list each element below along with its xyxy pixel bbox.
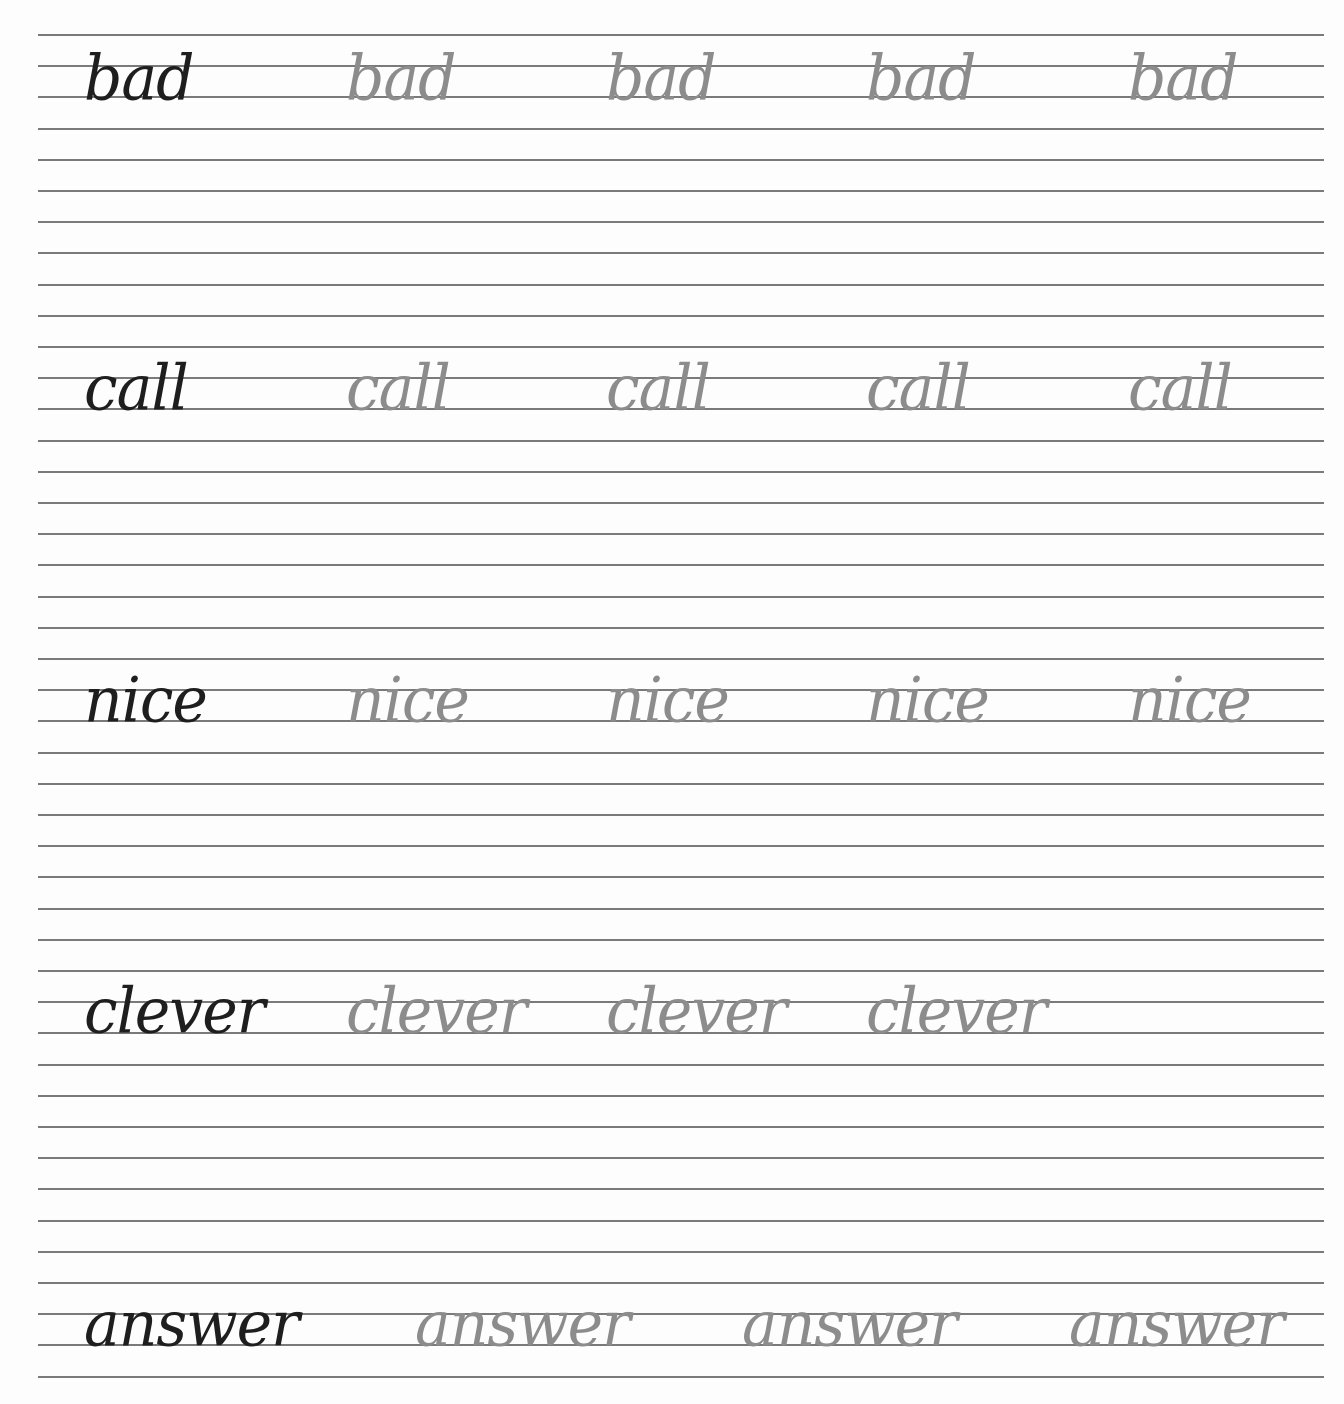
trace-word: answer [742, 1287, 957, 1362]
ruled-line [38, 1157, 1324, 1159]
trace-word: clever [866, 974, 1047, 1049]
ruled-line [38, 1220, 1324, 1222]
ruled-line [38, 252, 1324, 254]
trace-word: call [606, 351, 710, 426]
ruled-line [38, 876, 1324, 878]
ruled-line [38, 440, 1324, 442]
ruled-line [38, 752, 1324, 754]
trace-word: bad [866, 41, 976, 116]
ruled-line [38, 1095, 1324, 1097]
trace-word: clever [606, 974, 787, 1049]
trace-word: bad [346, 41, 456, 116]
ruled-line [38, 533, 1324, 535]
ruled-line [38, 159, 1324, 161]
ruled-line [38, 1282, 1324, 1284]
trace-word: nice [346, 663, 469, 738]
ruled-line [38, 596, 1324, 598]
trace-word: answer [1069, 1287, 1284, 1362]
ruled-line [38, 939, 1324, 941]
ruled-line [38, 970, 1324, 972]
ruled-line [38, 128, 1324, 130]
ruled-line [38, 284, 1324, 286]
ruled-line [38, 1251, 1324, 1253]
ruled-line [38, 814, 1324, 816]
ruled-line [38, 908, 1324, 910]
trace-word: call [346, 351, 450, 426]
trace-word: nice [866, 663, 989, 738]
ruled-line [38, 564, 1324, 566]
trace-word: bad [606, 41, 716, 116]
trace-word: nice [1128, 663, 1251, 738]
ruled-line [38, 34, 1324, 36]
ruled-line [38, 502, 1324, 504]
trace-word: nice [606, 663, 729, 738]
ruled-line [38, 658, 1324, 660]
trace-word: answer [415, 1287, 630, 1362]
model-word: clever [84, 974, 265, 1049]
ruled-line [38, 221, 1324, 223]
model-word: nice [84, 663, 207, 738]
ruled-line [38, 346, 1324, 348]
trace-word: call [1128, 351, 1232, 426]
model-word: answer [84, 1287, 299, 1362]
ruled-line [38, 471, 1324, 473]
ruled-line [38, 1064, 1324, 1066]
ruled-line [38, 627, 1324, 629]
ruled-line [38, 783, 1324, 785]
ruled-line [38, 1188, 1324, 1190]
ruled-line [38, 845, 1324, 847]
ruled-line [38, 315, 1324, 317]
trace-word: clever [346, 974, 527, 1049]
model-word: bad [84, 41, 194, 116]
ruled-line [38, 1126, 1324, 1128]
trace-word: bad [1128, 41, 1238, 116]
ruled-line [38, 1376, 1324, 1378]
ruled-line [38, 190, 1324, 192]
model-word: call [84, 351, 188, 426]
trace-word: call [866, 351, 970, 426]
